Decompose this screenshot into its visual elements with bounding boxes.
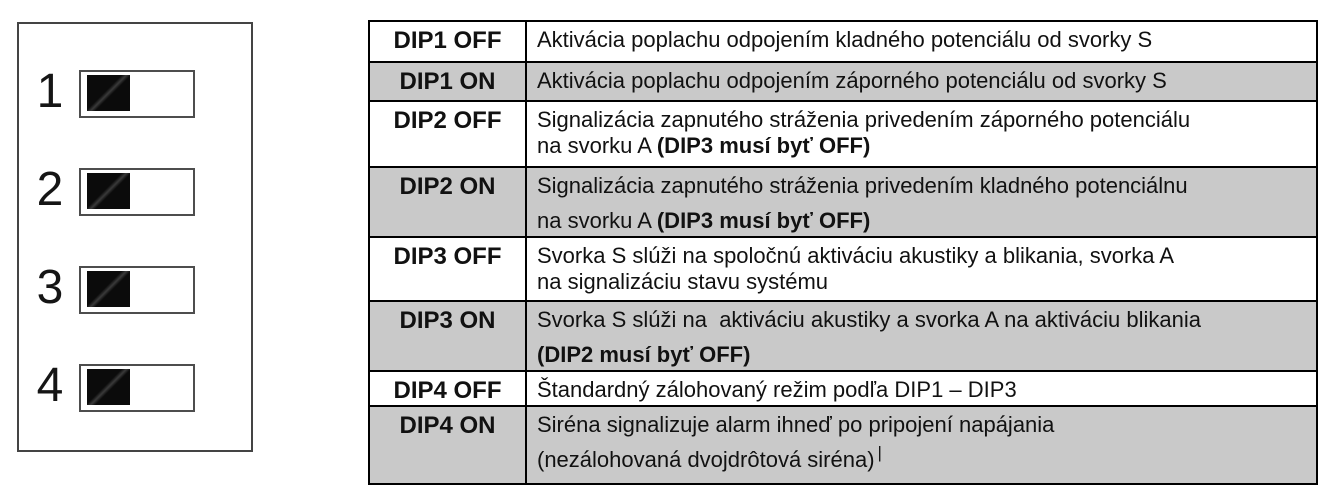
table-row bbox=[369, 101, 1317, 167]
description-line bbox=[537, 208, 1308, 234]
description-line bbox=[537, 133, 1308, 159]
dip-state-label: DIP3 OFF bbox=[369, 237, 526, 301]
description-line bbox=[537, 412, 1308, 438]
bold-note-text: (DIP3 musí byť OFF) bbox=[656, 133, 871, 158]
description-line bbox=[537, 342, 1308, 368]
description-text: Aktivácia poplachu odpojením kladného potenciálu od svorky S bbox=[537, 27, 1153, 52]
dip-state-label: DIP1 ON bbox=[369, 62, 526, 101]
dip-state-description bbox=[526, 237, 1317, 301]
switch-knob-off bbox=[87, 173, 130, 209]
dip-state-description bbox=[526, 371, 1317, 406]
dip-state-description bbox=[526, 62, 1317, 101]
dip-state-label: DIP4 OFF bbox=[369, 371, 526, 406]
description-text: na signalizáciu stavu systému bbox=[537, 269, 829, 294]
dip-state-label: DIP1 OFF bbox=[369, 21, 526, 62]
dip-state-label: DIP2 ON bbox=[369, 167, 526, 237]
dip-switch-row bbox=[19, 163, 251, 217]
stray-tick-mark: | bbox=[877, 443, 882, 462]
description-line bbox=[537, 243, 1308, 269]
switch-slot bbox=[79, 70, 195, 118]
dip-state-label: DIP2 OFF bbox=[369, 101, 526, 167]
description-line bbox=[537, 269, 1308, 295]
bold-note-text: (DIP2 musí byť OFF) bbox=[537, 342, 751, 367]
description-line bbox=[537, 173, 1308, 199]
dip-state-description bbox=[526, 101, 1317, 167]
description-text: Svorka S slúži na aktiváciu akustiky a svorka A na aktiváciu blikania bbox=[537, 307, 1201, 332]
table-row bbox=[369, 237, 1317, 301]
table-row bbox=[369, 301, 1317, 371]
dip-switch-row bbox=[19, 65, 251, 119]
description-line bbox=[537, 27, 1308, 53]
switch-slot bbox=[79, 364, 195, 412]
description-text: (nezálohovaná dvojdrôtová siréna) bbox=[537, 447, 875, 472]
switch-knob-off bbox=[87, 75, 130, 111]
description-line bbox=[537, 443, 1308, 473]
description-line bbox=[537, 307, 1308, 333]
dip-state-description bbox=[526, 301, 1317, 371]
switch-number: 4 bbox=[36, 359, 64, 413]
description-line bbox=[537, 107, 1308, 133]
switch-number: 2 bbox=[36, 163, 64, 217]
description-line bbox=[537, 68, 1308, 94]
description-line bbox=[537, 377, 1308, 403]
table-row bbox=[369, 62, 1317, 101]
description-text: Štandardný zálohovaný režim podľa DIP1 – DIP3 bbox=[537, 377, 1017, 402]
dip-switch-panel bbox=[17, 22, 253, 452]
description-text: Signalizácia zapnutého stráženia privedením kladného potenciálnu bbox=[537, 173, 1188, 198]
switch-knob-off bbox=[87, 369, 130, 405]
description-text: Svorka S slúži na spoločnú aktiváciu akustiky a blikania, svorka A bbox=[537, 243, 1175, 268]
table-row bbox=[369, 406, 1317, 484]
switch-number: 3 bbox=[36, 261, 64, 315]
switch-slot bbox=[79, 168, 195, 216]
switch-number: 1 bbox=[36, 65, 64, 119]
bold-note-text: (DIP3 musí byť OFF) bbox=[656, 208, 871, 233]
dip-switch-row bbox=[19, 261, 251, 315]
table-row bbox=[369, 167, 1317, 237]
dip-state-description bbox=[526, 406, 1317, 484]
dip-settings-table bbox=[368, 20, 1318, 485]
description-text: Signalizácia zapnutého stráženia privedením záporného potenciálu bbox=[537, 107, 1191, 132]
description-text: Aktivácia poplachu odpojením záporného potenciálu od svorky S bbox=[537, 68, 1167, 93]
dip-state-label: DIP3 ON bbox=[369, 301, 526, 371]
description-text: Siréna signalizuje alarm ihneď po pripojení napájania bbox=[537, 412, 1055, 437]
description-text: na svorku A bbox=[537, 208, 657, 233]
table-row bbox=[369, 21, 1317, 62]
dip-state-description bbox=[526, 21, 1317, 62]
switch-slot bbox=[79, 266, 195, 314]
description-text: na svorku A bbox=[537, 133, 657, 158]
table-row bbox=[369, 371, 1317, 406]
dip-state-label: DIP4 ON bbox=[369, 406, 526, 484]
dip-state-description bbox=[526, 167, 1317, 237]
dip-switch-row bbox=[19, 359, 251, 413]
switch-knob-off bbox=[87, 271, 130, 307]
